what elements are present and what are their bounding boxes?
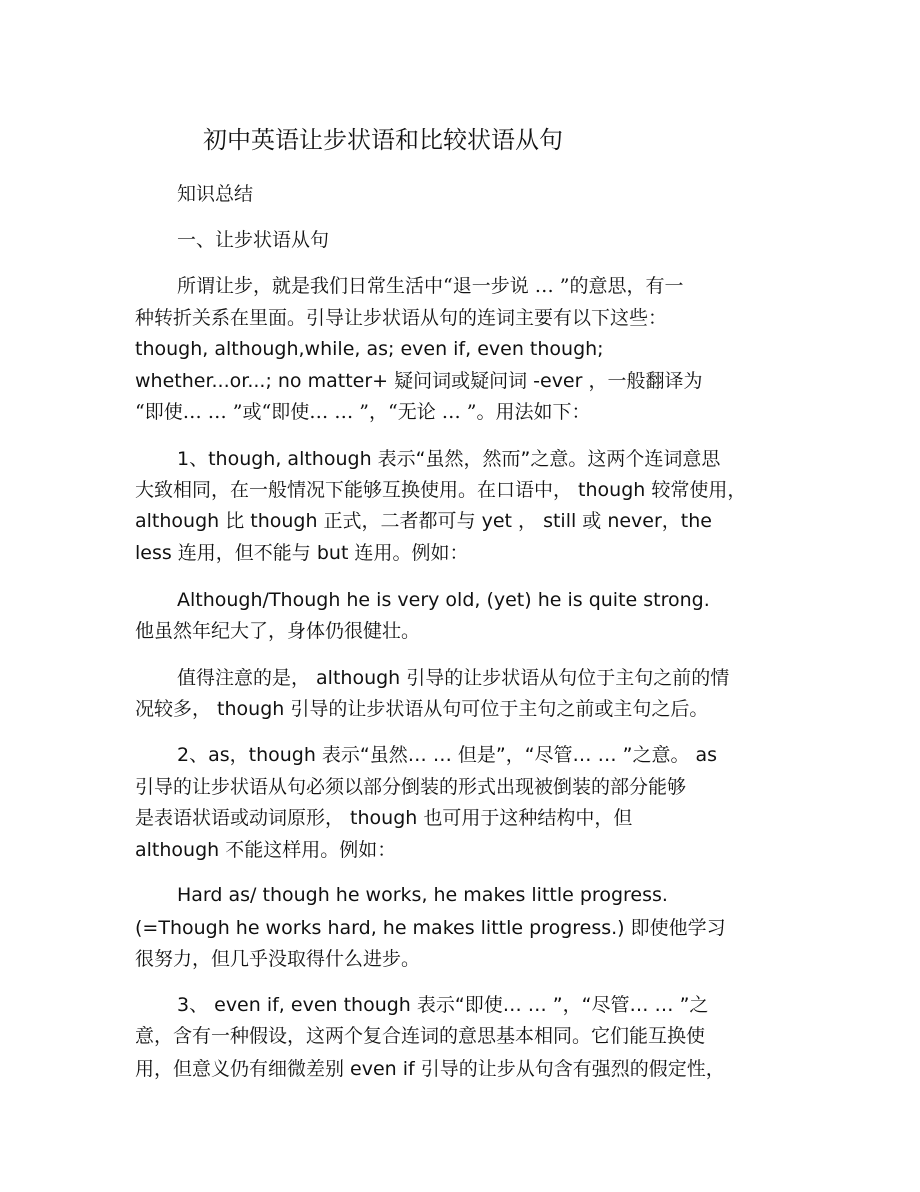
section-1-heading: 一、让步状语从句 [177,229,330,251]
example-2-line: Hard as/ though he works, he makes little progress. [177,884,668,906]
example-1-english: Although/Though he is very old, (yet) he is quite strong. [177,589,710,611]
item-3-line: 用，但意义仍有细微差别 even if 引导的让步从句含有强烈的假定性， [135,1058,725,1080]
item-3-line: 意，含有一种假设，这两个复合连词的意思基本相同。它们能互换使 [135,1025,706,1047]
item-2-line: 是表语状语或动词原形， though 也可用于这种结构中，但 [135,807,633,829]
example-2-line: 很努力，但几乎没取得什么进步。 [135,948,421,970]
example-2-line: (=Though he works hard, he makes little progress.) 即使他学习 [135,917,726,939]
item-1-line: although 比 though 正式，二者都可与 yet ， still 或 never，the [135,510,712,532]
note-1-line: 值得注意的是， although 引导的让步状语从句位于主句之前的情 [177,667,730,689]
item-1-line: 1、though, although 表示“虽然，然而”之意。这两个连词意思 [177,448,721,470]
item-3-line: 3、 even if, even though 表示“即使… … ”，“尽管… … ”之 [177,994,709,1016]
item-2-line: although 不能这样用。例如： [135,839,397,861]
intro-line: 所谓让步，就是我们日常生活中“退一步说 … ”的意思，有一 [177,275,684,297]
intro-line: “即使… … ”或“即使… … ”，“无论 … ”。用法如下： [135,401,591,423]
section-knowledge-heading: 知识总结 [177,183,254,205]
example-1-chinese: 他虽然年纪大了，身体仍很健壮。 [135,620,421,642]
note-1-line: 况较多， though 引导的让步状语从句可位于主句之前或主句之后。 [135,698,709,720]
intro-line: though, although,while, as; even if, even though; [135,338,604,360]
item-1-line: less 连用，但不能与 but 连用。例如： [135,542,469,564]
intro-line: 种转折关系在里面。引导让步状语从句的连词主要有以下这些： [135,307,668,329]
item-2-line: 引导的让步状语从句必须以部分倒装的形式出现被倒装的部分能够 [135,776,687,798]
item-2-line: 2、as，though 表示“虽然… … 但是”，“尽管… … ”之意。 as [177,744,718,766]
intro-line: whether...or...; no matter+ 疑问词或疑问词 -ever ，一般翻译为 [135,370,703,392]
page-title: 初中英语让步状语和比较状语从句 [203,126,563,154]
item-1-line: 大致相同，在一般情况下能够互换使用。在口语中， though 较常使用， [135,479,747,501]
